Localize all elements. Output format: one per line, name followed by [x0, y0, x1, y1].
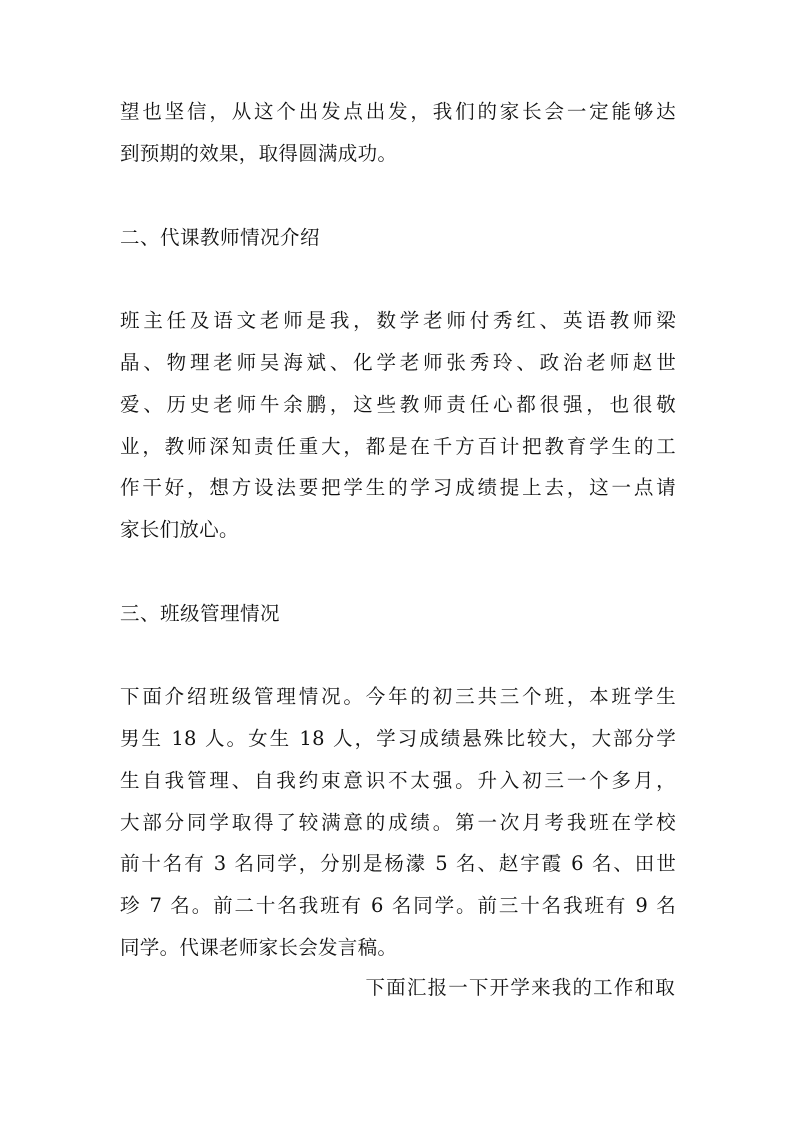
paragraph-line: 班主任及语文老师是我，数学老师付秀红、英语教师梁	[120, 309, 676, 332]
paragraph-line: 前十名有 3 名同学，分别是杨濛 5 名、赵宇霞 6 名、田世	[120, 852, 676, 875]
paragraph-line: 家长们放心。	[120, 518, 239, 541]
paragraph-line: 珍 7 名。前二十名我班有 6 名同学。前三十名我班有 9 名	[120, 894, 676, 917]
paragraph-line: 男生 18 人。女生 18 人，学习成绩悬殊比较大，大部分学	[120, 727, 676, 750]
paragraph-line: 业，教师深知责任重大，都是在千方百计把教育学生的工	[120, 435, 676, 458]
paragraph-line: 生自我管理、自我约束意识不太强。升入初三一个多月，	[120, 769, 676, 792]
section-heading-class-management: 三、班级管理情况	[120, 602, 281, 625]
paragraph-line: 晶、物理老师吴海斌、化学老师张秀玲、政治老师赵世	[120, 351, 676, 374]
paragraph-line: 爱、历史老师牛余鹏，这些教师责任心都很强，也很敬	[120, 393, 676, 416]
paragraph-line: 作干好，想方设法要把学生的学习成绩提上去，这一点请	[120, 476, 676, 499]
intro-line-1: 望也坚信，从这个出发点出发，我们的家长会一定能够达	[120, 100, 676, 123]
trailing-line: 下面汇报一下开学来我的工作和取	[365, 976, 676, 999]
paragraph-line: 下面介绍班级管理情况。今年的初三共三个班，本班学生	[120, 685, 676, 708]
intro-line-2: 到预期的效果，取得圆满成功。	[120, 142, 398, 165]
paragraph-line: 大部分同学取得了较满意的成绩。第一次月考我班在学校	[120, 811, 676, 834]
section-heading-teachers: 二、代课教师情况介绍	[120, 226, 321, 249]
paragraph-line: 同学。代课老师家长会发言稿。	[120, 936, 398, 959]
